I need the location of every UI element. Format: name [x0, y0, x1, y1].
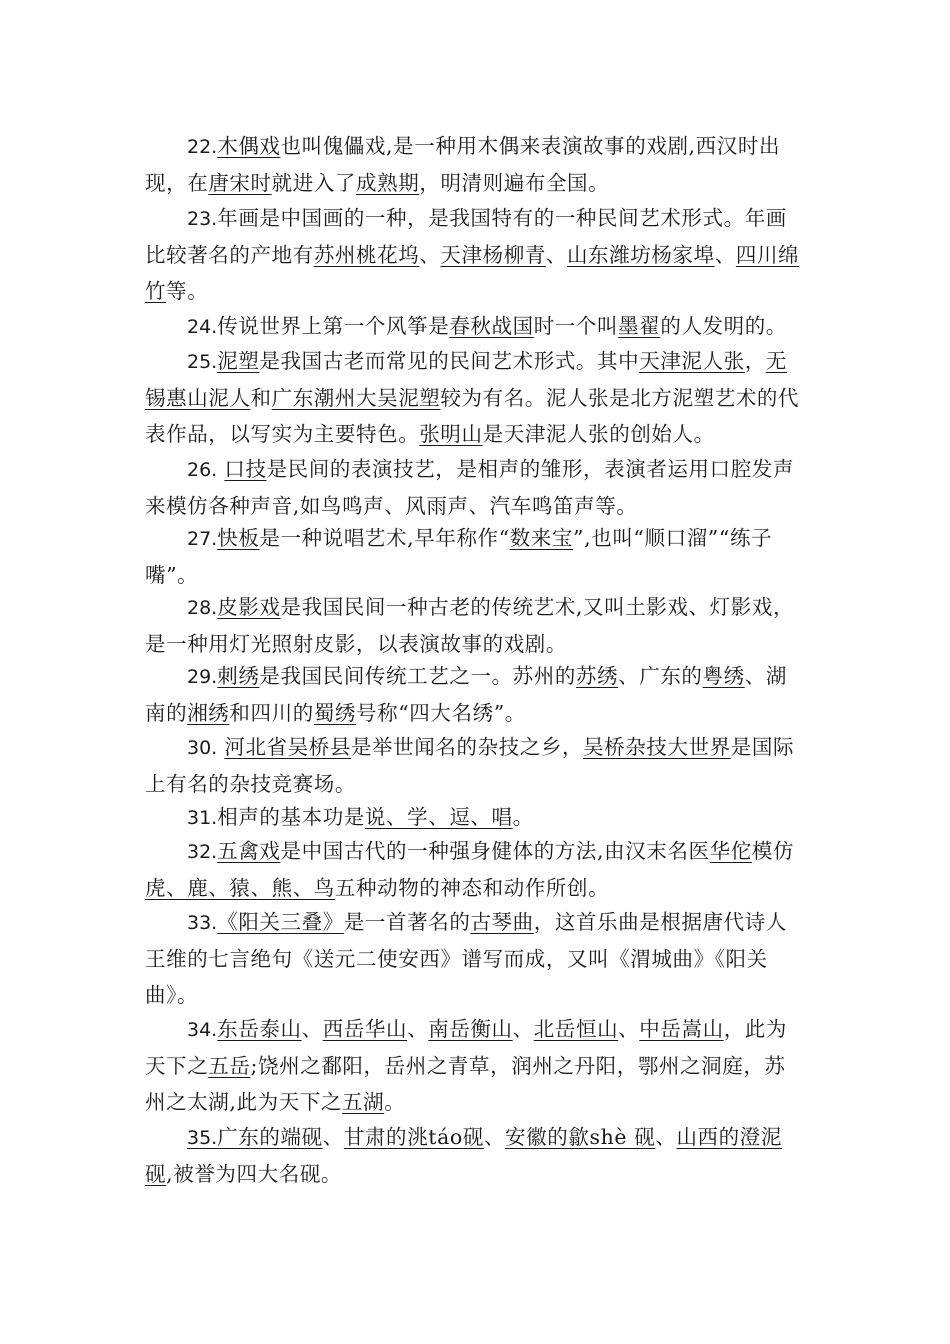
underlined-term: 华佗 [709, 839, 752, 863]
underlined-term: 苏绣 [575, 664, 619, 688]
list-item [145, 729, 805, 802]
item-text: 五种动物的神态和动作所创。 [334, 876, 610, 900]
underlined-term: 粤绣 [702, 664, 745, 688]
item-text: 、 [301, 1017, 323, 1041]
underlined-term: 《阳关三叠》 [217, 910, 344, 934]
item-text: 、 [618, 1017, 640, 1041]
item-number: 29. [187, 666, 218, 688]
underlined-term: 四川绵竹 [145, 243, 800, 303]
underlined-term: 南岳衡山 [428, 1017, 513, 1041]
underlined-term: 山东潍坊杨家埠 [567, 243, 715, 267]
item-text: ;饶州之鄱阳，岳州之青草，润州之丹阳，鄂州之洞庭，苏州之太湖,此为天下之 [145, 1054, 786, 1114]
underlined-term: 广东潮州大吴泥塑 [271, 386, 441, 410]
item-text: 就进入了 [271, 171, 357, 195]
item-number: 30. [187, 737, 218, 759]
item-number: 25. [187, 351, 218, 373]
item-text: 、 [407, 1017, 429, 1041]
item-text: ，此为天下之 [145, 1017, 787, 1078]
item-text: 、湖南的 [145, 664, 787, 725]
list-item [145, 589, 805, 662]
item-text: ， [744, 349, 766, 373]
item-text: 也叫傀儡戏,是一种用木偶来表演故事的戏剧,西汉时出现，在 [145, 134, 781, 195]
item-text: 、广东的 [618, 664, 703, 688]
list-item [145, 1119, 805, 1192]
item-text: ，这首乐曲是根据唐代诗人王维的七言绝句《送元二使安西》谱写而成，又叫《渭城曲》《阳关曲》。 [145, 910, 787, 1007]
item-number: 27. [187, 528, 218, 550]
item-text: 。 [384, 1090, 406, 1114]
list-item [145, 799, 805, 836]
list-item [145, 200, 805, 309]
underlined-term: 木偶戏 [217, 134, 281, 158]
list-item [145, 833, 805, 906]
underlined-term: 天津泥人张 [639, 349, 745, 373]
underlined-term: 泥塑 [217, 349, 260, 373]
item-number: 35. [187, 1127, 218, 1149]
underlined-term: 张明山 [419, 422, 483, 446]
underlined-term: 中岳嵩山 [639, 1017, 724, 1041]
item-number: 26. [187, 459, 218, 481]
underlined-term: 皮影戏 [217, 595, 281, 619]
list-item [145, 308, 805, 345]
item-text: 是一种说唱艺术,早年称作“ [259, 526, 510, 550]
item-text: ，明清则遍布全国。 [419, 171, 610, 195]
underlined-term: 北岳恒山 [533, 1017, 619, 1041]
item-text: 的人发明的。 [660, 314, 787, 338]
item-number: 24. [187, 316, 218, 338]
item-text: 传说世界上第一个风筝是 [217, 314, 450, 338]
item-number: 34. [187, 1019, 218, 1041]
underlined-term: 说、学、逗、唱 [364, 805, 513, 829]
underlined-term: 五禽戏 [217, 839, 281, 863]
item-number: 22. [187, 136, 218, 158]
underlined-term: 口技 [224, 457, 267, 481]
item-text: 较为有名。泥人张是北方泥塑艺术的代表作品，以写实为主要特色。 [145, 386, 800, 446]
item-text: 是中国古代的一种强身健体的方法,由汉末名医 [280, 839, 710, 863]
underlined-term: 春秋战国 [449, 314, 534, 338]
underlined-term: 唐宋时 [208, 171, 272, 195]
item-number: 32. [187, 841, 218, 863]
underlined-term: 山西的澄泥砚 [145, 1125, 782, 1186]
underlined-term: 刺绣 [217, 664, 260, 688]
list-item [145, 904, 805, 1013]
underlined-term: 西岳华山 [322, 1017, 408, 1041]
underlined-term: 虎、鹿、猿、熊、鸟 [145, 876, 335, 900]
item-text: 、 [483, 1125, 506, 1149]
underlined-term: 古琴曲 [470, 910, 534, 934]
list-item [145, 128, 805, 201]
item-text: 、 [714, 243, 736, 267]
item-number: 33. [187, 912, 218, 934]
underlined-term: 五湖 [342, 1090, 385, 1114]
item-text: 和 [250, 386, 272, 410]
item-text: 是我国民间传统工艺之一。苏州的 [259, 664, 576, 688]
list-item [145, 1011, 805, 1120]
underlined-term: 东岳泰山 [217, 1017, 302, 1041]
item-number: 31. [187, 807, 218, 829]
item-text: 是我国民间一种古老的传统艺术,又叫土影戏、灯影戏，是一种用灯光照射皮影，以表演故事的戏剧。 [145, 595, 795, 656]
list-item [145, 343, 805, 452]
underlined-term: 数来宝 [509, 526, 574, 550]
item-text: 时一个叫 [533, 314, 619, 338]
item-text: 是国际上有名的杂技竞赛场。 [145, 735, 795, 796]
underlined-term: 天津杨柳青 [440, 243, 546, 267]
item-text: 等。 [166, 279, 209, 303]
underlined-term: 无锡惠山泥人 [145, 349, 787, 410]
item-text: 和四川的 [229, 701, 314, 725]
underlined-term: 河北省吴桥县 [224, 735, 351, 759]
underlined-term: 安徽的歙shè 砚 [505, 1125, 656, 1149]
item-text: 年画是中国画的一种，是我国特有的一种民间艺术形式。年画比较著名的产地有 [145, 206, 787, 267]
underlined-term: 蜀绣 [313, 701, 357, 725]
item-text: 是民间的表演技艺，是相声的雏形，表演者运用口腔发声来模仿各种声音,如鸟鸣声、风雨声、汽车鸣笛声等。 [145, 457, 795, 518]
list-item [145, 451, 805, 524]
item-number: 23. [187, 208, 218, 230]
list-item [145, 520, 805, 593]
item-text: 、 [512, 1017, 534, 1041]
underlined-term: 快板 [217, 526, 260, 550]
item-text: 是举世闻名的杂技之乡， [350, 735, 584, 759]
item-text: 、 [655, 1125, 677, 1149]
item-text: ”,也叫“顺口溜”“练子嘴”。 [145, 526, 773, 587]
underlined-term: 广东的端砚 [217, 1125, 323, 1149]
underlined-term: 墨翟 [618, 314, 661, 338]
list-item [145, 658, 805, 731]
item-text: 是一首著名的 [343, 910, 471, 934]
item-text: 相声的基本功是 [217, 805, 365, 829]
item-text: 号称“四大名绣”。 [356, 701, 526, 725]
underlined-term: 吴桥杂技大世界 [583, 735, 731, 759]
item-text: 、 [322, 1125, 344, 1149]
underlined-term: 五岳 [208, 1054, 251, 1078]
underlined-term: 甘肃的洮táo砚 [343, 1125, 484, 1149]
underlined-term: 湘绣 [187, 701, 230, 725]
item-number: 28. [187, 597, 218, 619]
item-text: 是我国古老而常见的民间艺术形式。其中 [259, 349, 640, 373]
item-text: 是天津泥人张的创始人。 [482, 422, 715, 446]
item-text: 、 [545, 243, 568, 267]
underlined-term: 成熟期 [356, 171, 420, 195]
item-text: 。 [512, 805, 534, 829]
item-text: 、 [419, 243, 441, 267]
item-text: 模仿 [751, 839, 795, 863]
item-text: ,被誉为四大名砚。 [166, 1162, 343, 1186]
underlined-term: 苏州桃花坞 [313, 243, 420, 267]
